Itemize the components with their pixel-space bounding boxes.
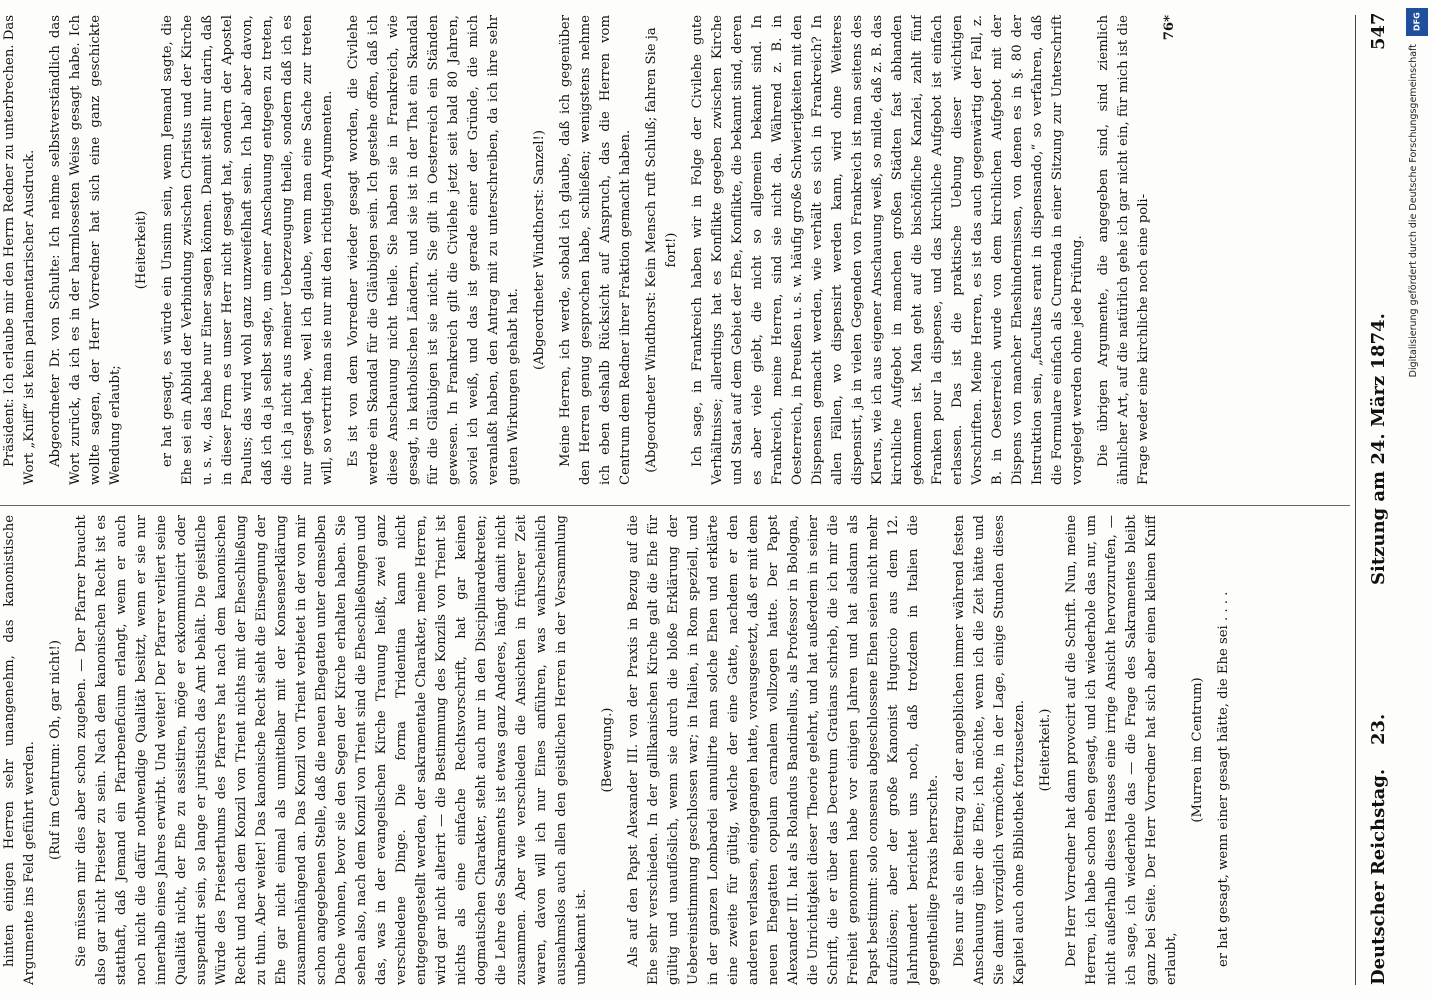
paragraph: hinten einigen Herren sehr unangenehm, das kanonistische Argumente ins Feld geführt werden. [2, 515, 37, 985]
interjection: (Abgeordneter Windthorst: Kein Mensch ruft Schluß; fahren Sie ja fort!) [644, 27, 679, 473]
paragraph: Die übrigen Argumente, die angegeben sind, sind ziemlich ähnlicher Art, auf die natürlich gehe ich gar nicht ein, für mich ist die Frage weder eine kirchliche noch eine poli- [1096, 15, 1151, 485]
running-header [1362, 12, 1402, 985]
signature-mark: 76* [1162, 15, 1177, 41]
paragraph: Ich sage, in Frankreich haben wir in Folge der Civilehe gute Verhältnisse; allerdings hat es Konflikte gegeben zwischen Kirche und Staat auf dem Gebiet der Ehe, Konflikte, die bekannt sind, deren es aber viele giebt, die nicht so allgemein bekannt sind. In Frankreich, meine Herren, sind sie nicht da. Während z. B. in Oesterreich, in Preußen u. s. w. häufig große Schwierigkeiten mit den Dispensen gemacht werden, wie verhält es sich in Frankreich? In allen Fällen, wo dispensirt werden kann, wird ohne Weiteres dispensirt, ja in vielen Gegenden von Frankreich ist man seitens des Klerus, wie ich aus eigener Anschauung weiß, so milde, daß z. B. das kirchliche Aufgebot in manchen großen Städten fast abhanden gekommen ist. Man geht auf die bischöfliche Kanzlei, zahlt fünf Franken pour la dispense, und das kirchliche Aufgebot ist einfach erlassen. Das ist die praktische Uebung dieser wichtigen Vorschriften. Meine Herren, es ist das auch gegenwärtig der Fall, z. B. in Oesterreich wurde von dem kirchlichen Aufgebot mit der Dispens von mancher Eheshindernissen, von denen es in §. 80 der Instruktion sein, „facultas erant in dispensando,“ so verfahren, daß die Formulare einfach als Currenda in einer Sitzung zur Unterschrift vorgelegt werden ohne jede Prüfung. [690, 15, 1085, 485]
interjection: (Heiterkeit.) [1038, 708, 1053, 792]
interjection: (Heiterkeit) [134, 210, 149, 290]
paragraph: Abgeordneter Dr. von Schulte: Ich nehme selbstverständlich das Wort zurück, da ich es in der harmlosesten Weise gesagt habe. Ich wollte sagen, der Herr Vorredner hat sich eine ganz geschickte Wendung erlaubt; [48, 15, 123, 485]
right-column [0, 15, 1350, 485]
column-divider [0, 505, 1350, 506]
interjection: (Murren im Centrum) [1190, 677, 1205, 823]
page-number: 547 [1368, 12, 1389, 50]
interjection: (Bewegung.) [600, 707, 615, 793]
header-journal-title: Deutscher Reichstag. [1368, 768, 1389, 985]
interjection: (Ruf im Centrum: Oh, gar nicht!) [48, 640, 63, 861]
left-column [0, 515, 1350, 985]
dfg-logo-icon: DFG [1406, 8, 1428, 36]
header-session-number: 23. [1368, 713, 1389, 745]
interjection: (Abgeordneter Windthorst: Sanzel!) [532, 130, 547, 370]
digitization-credit-strip [1406, 0, 1428, 1000]
header-session-date: Sitzung am 24. März 1874. [1368, 313, 1389, 585]
paragraph: er hat gesagt, es würde ein Unsinn sein, wenn Jemand sagte, die Ehe sei ein Abbild der Verbindung zwischen Christus und der Kirche u. s. w., das habe nur Einer sagen können. Damit stellt nur darin, daß in dieser Form es unser Herr nicht gesagt hat, sondern der Apostel Paulus; das wird wohl ganz unzweifelhaft sein. Ich hab' aber davon, daß ich da ja selbst sagte, um einer Anschauung entgegen zu treten, die ich ja nicht aus meiner Ueberzeugung theile, sondern daß ich es nur gesagt habe, weil ich glaube, wenn man eine Sache zur treten will, so vertritt man sie nur mit den richtigen Argumenten. [160, 15, 335, 485]
paragraph: Es ist von dem Vorredner wieder gesagt worden, die Civilehe werde ein Skandal für die Gläubigen sein. Ich gestehe offen, daß ich diese Anschauung nicht theile. Sie haben sie in Frankreich, wie gesagt, in katholischen Ländern, und sie ist in der That ein Skandal für die Gläubigen ist sie nicht. Sie gilt in Oesterreich ein Ständen gewesen. In Frankreich gilt die Civilehe jetzt seit bald 80 Jahren, soviel ich weiß, und das ist gerade einer der Gründe, die mich veranlaßt haben, den Antrag mit zu unterschreiben, da ich ihre sehr guten Wirkungen gehabt hat. [346, 15, 521, 485]
paragraph: er hat gesagt, wenn einer gesagt hätte, die Ehe sei . . . . [1216, 591, 1231, 967]
paragraph: Der Herr Vorredner hat dann provocirt auf die Schrift. Nun, meine Herren, ich habe schon eben gesagt, und ich wiederhole das nur, um nicht außerhalb dieses Hauses eine irrige Ansicht hervorzurufen, — ich sage, ich wiederhole das — die Frage des Sakramentes bleibt ganz bei Seite. Der Herr Vorredner hat sich aber einen kleinen Kniff erlaubt, [1064, 515, 1179, 985]
header-rule [1355, 15, 1356, 985]
paragraph: Als auf den Papst Alexander III. von der Praxis in Bezug auf die Ehe sehr verschieden. In der gallikanischen Kirche galt die Ehe für gültig und unauflöslich, wenn sie durch die bloße Erklärung der Uebereinstimmung geschlossen war; in Italien, in Rom speziell, und in der ganzen Lombardei annullirte man solche Ehen und erklärte eine zweite für gültig, welche der eine Gatte, nachdem er den anderen verlassen, eingegangen hatte, vorausgesetzt, daß er mit dem neuen Ehegatten copulam carnalem vollzogen hatte. Der Papst Alexander III. hat als Rolandus Bandinellus, als Professor in Bologna, die Unrichtigkeit dieser Theorie gelehrt, und hat außerdem in seiner Schrift, die er über das Decretum Gratians schrieb, die ich mir die Freiheit genommen habe vor einigen Jahren und hat alsdann als Papst bestimmt: solo consensu abgeschlossene Ehen seien nicht mehr aufzulösen; aber der große Kanonist Huguccio aus dem 12. Jahrhundert berichtet uns noch, daß trotzdem in Italien die gegentheilige Praxis herrschte. [626, 515, 941, 985]
paragraph: Dies nur als ein Beitrag zu der angeblichen immer während festen Anschauung über die Ehe; ich möchte, wenn ich die Zeit hätte und Sie damit vorzüglich vermöchte, in der Lage, einige Stunden dieses Kapitel auch ohne Bibliothek fortzusetzen. [952, 515, 1027, 985]
paragraph: Meine Herren, ich werde, sobald ich glaube, daß ich gegenüber den Herren genug gesprochen habe, schließen; wenigstens nehme ich eben deshalb Rücksicht auf Anspruch, das die Herren vom Centrum dem Redner ihrer Fraktion gemacht haben. [558, 15, 633, 485]
paragraph: Präsident: Ich erlaube mir den Herrn Redner zu unterbrechen. Das Wort „Kniff“ ist kein parlamentarischer Ausdruck. [2, 15, 37, 485]
digitization-credit: Digitalisierung gefördert durch die Deutsche Forschungsgemeinschaft [1408, 44, 1419, 378]
paragraph: Sie müssen mir dies aber schon zugeben. — Der Pfarrer braucht also gar nicht Priester zu sein. Nach dem kanonischen Recht ist es statthaft, daß Jemand ein Pfarrbeneficium erlangt, wenn er auch noch nicht die dafür nothwendige Qualität besitzt, wenn er sie nur innerhalb eines Jahres erwirbt. Und weiter! Der Pfarrer verliert seine Qualität nicht, der Ehe zu assistiren, möge er exkommunicirt oder suspendirt sein, so lange er juristisch das Amt behält. Die geistliche Würde des Priesterthums des Pfarrers hat nach dem kanonischen Recht und nach dem Konzil von Trient nichts mit der Eheschließung zu thun. Aber weiter! Das kanonische Recht sieht die Einsegnung der Ehe gar nicht einmal als unmittelbar mit der Konsenserklärung zusammenhängend an. Das Konzil von Trient verbietet in der von mir schon angegebenen Stelle, daß die neuen Ehegatten unter demselben Dache wohnen, bevor sie den Segen der Kirche erhalten haben. Sie sehen also, nach dem Konzil von Trient sind die Eheschließungen und das, was in der evangelischen Kirche Trauung heißt, zwei ganz verschiedene Dinge. Die forma Tridentina kann nicht entgegengestellt werden, der sakramentale Charakter, meine Herren, wird gar nicht alterirt — die Bestimmung des Konzils von Trient ist nichts als eine einfache Rechtsvorschrift, hat gar keinen dogmatischen Charakter, steht auch nur in den Disciplinardekreten; die Lehre des Sakraments ist etwas ganz Anderes, hängt damit nicht zusammen. Aber wie verschieden die Ansichten in früherer Zeit waren, davon will ich nur Eines anführen, was wahrscheinlich ausnahmslos auch allen den geistlichen Herren in der Versammlung unbekannt ist. [74, 515, 589, 985]
